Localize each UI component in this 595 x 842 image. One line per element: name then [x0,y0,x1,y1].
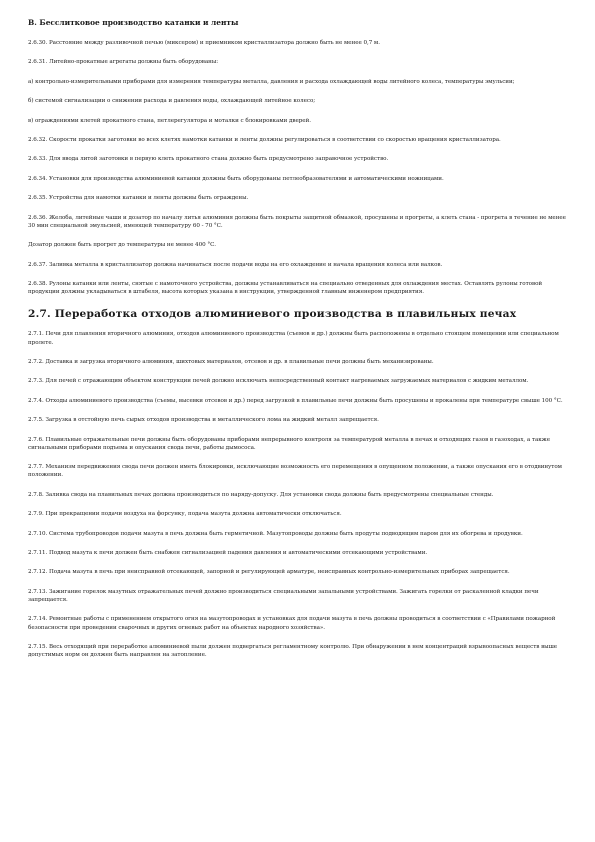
paragraph-2-7-9: 2.7.9. При прекращении подачи воздуха на форсунку, подача мазута должна автоматически отключаться. [28,511,342,518]
paragraph-2-7-12: 2.7.12. Подача мазута в печь при неисправной отсекающей, запорной и регулирующей арматуре, неисправных контрольно-измерительных приборах запрещается. [28,569,510,576]
paragraph-2-6-33: 2.6.33. Для ввода литой заготовки в первую клеть прокатного стана должно быть предусмотрено заправочное устройство. [28,156,389,163]
paragraph-2-6-31-a: а) контрольно-измерительными приборами для измерения температуры металла, давления и расхода охлаждающей воды литейного колеса, температуры эмульсии; [28,78,515,85]
paragraph-2-7-6: 2.7.6. Плавильные отражательные печи должны быть оборудованы приборами непрерывного контроля за температурой металла в печах и отходящих газов в газоходах, а также сигнальными приборами подъема и опускания свода печи, работы дымососа. [28,436,551,451]
paragraph-2-7-11: 2.7.11. Подвод мазута к печи должен быть снабжен сигнализацией падения давления и автоматическими отсекающими устройствами. [28,550,428,556]
paragraph-2-7-1: 2.7.1. Печи для плавления вторичного алюминия, отходов алюминиевого производства (съемов и др.) должны быть расположены в отдельно стоящем помещении или специальном пролете. [28,331,559,346]
section-heading: 2.7. Переработка отходов алюминиевого производства в плавильных печах [28,308,517,321]
paragraph-2-6-31-v: в) ограждениями клетей прокатного стана, петлерегулятора и моталки с блокировками дверей. [28,117,311,124]
paragraph-2-6-37: 2.6.37. Заливка металла в кристаллизатор должна начинаться после подачи воды на его охлаждение и начала вращения колеса или валков. [28,261,443,268]
paragraph-2-7-14: 2.7.14. Ремонтные работы с применением открытого огня на мазутопроводах и установках для подачи мазута в печь должны проводиться в соответствии с «Правилами пожарной безопасности при проведении сварочных и других огневых работ на объектах народного хозяйства». [28,616,556,631]
paragraph-2-7-7: 2.7.7. Механизм передвижения свода печи должен иметь блокировки, исключающие возможность его перемещения в опущенном положении, а также опускания его в отодвинутом положении. [28,464,562,479]
paragraph-2-7-13: 2.7.13. Зажигание горелок мазутных отражательных печей должно производиться специальными запальными устройствами. Зажигать горелки от раскаленной кладки печи запрещается. [28,588,539,603]
paragraph-2-6-34: 2.6.34. Установки для производства алюминиевой катанки должны быть оборудованы петлеобразователями и автоматическими ножницами. [28,175,444,182]
paragraph-2-7-15: 2.7.15. Весь отходящий при переработке алюминиевой пыли должен подвергаться регламентному контролю. При обнаружении в нем концентраций взрывоопасных веществ выше допустимых норм он должен быть направлен на затопление. [28,643,557,659]
paragraph-2-7-2: 2.7.2. Доставка и загрузка вторичного алюминия, шихтовых материалов, отсевов и др. в плавильные печи должны быть механизированы. [28,359,434,366]
paragraph-2-7-5: 2.7.5. Загрузка в отстойную печь сырых отходов производства и металлического лома на жидкий металл запрещается. [28,417,379,424]
paragraph-2-7-3: 2.7.3. Для печей с отражающим объектом конструкции печей должно исключать непосредственный контакт нагреваемых загружаемых материалов с жидким металлом. [28,378,529,385]
subsection-heading: В. Бесслитковое производство катанки и ленты [28,18,239,27]
paragraph-2-6-38: 2.6.38. Рулоны катанки или ленты, снятые с намоточного устройства, должны устанавливаться на специально отведенных для охлаждения местах. Оставлять рулоны готовой продукции должны укладываться в штабеля, высота которых указана в инструкции, утвержденной главным инженером предприятия. [28,280,543,296]
paragraph-2-6-31: 2.6.31. Литейно-прокатные агрегаты должны быть оборудованы: [28,59,219,66]
paragraph-2-7-10: 2.7.10. Система трубопроводов подачи мазута в печь должна быть герметичной. Мазутопроводы должны быть продуты подводящим паром для их обогрева и продувки. [28,530,523,537]
paragraph-2-6-36-dozator: Дозатор должен быть прогрет до температуры не менее 400 °С. [28,242,217,249]
paragraph-2-7-8: 2.7.8. Заливка свода на плавильных печах должна производиться по наряду-допуску. Для установки свода должны быть предусмотрены специальные стенды. [28,491,494,498]
paragraph-2-6-32: 2.6.32. Скорости прокатки заготовки во всех клетях намотки катанки и ленты должны регулироваться в соответствии со скоростью вращения кристаллизатора. [28,136,501,143]
paragraph-2-6-35: 2.6.35. Устройства для намотки катанки и ленты должны быть ограждены. [28,195,249,202]
paragraph-2-6-31-b: б) системой сигнализации о снижении расхода и давления воды, охлаждающей литейное колесо; [28,98,316,105]
paragraph-2-6-30: 2.6.30. Расстояние между разливочной печью (миксером) и приемником кристаллизатора должно быть не менее 0,7 м. [28,40,380,46]
paragraph-2-7-4: 2.7.4. Отходы алюминиевого производства (съемы, высевки отсевов и др.) перед загрузкой в плавильные печи должны быть просушены и прокалены при температуре свыше 100 °С. [28,397,563,404]
paragraph-2-6-36: 2.6.36. Желоба, литейные чаши и дозатор по началу литья алюминия должны быть покрыты защитной обмазкой, просушены и прогреты, а клеть стана - прогрета в течение не менее 30 мин специальной эмульсией, имеющей температуру 60 - 70 °С. [28,214,566,229]
